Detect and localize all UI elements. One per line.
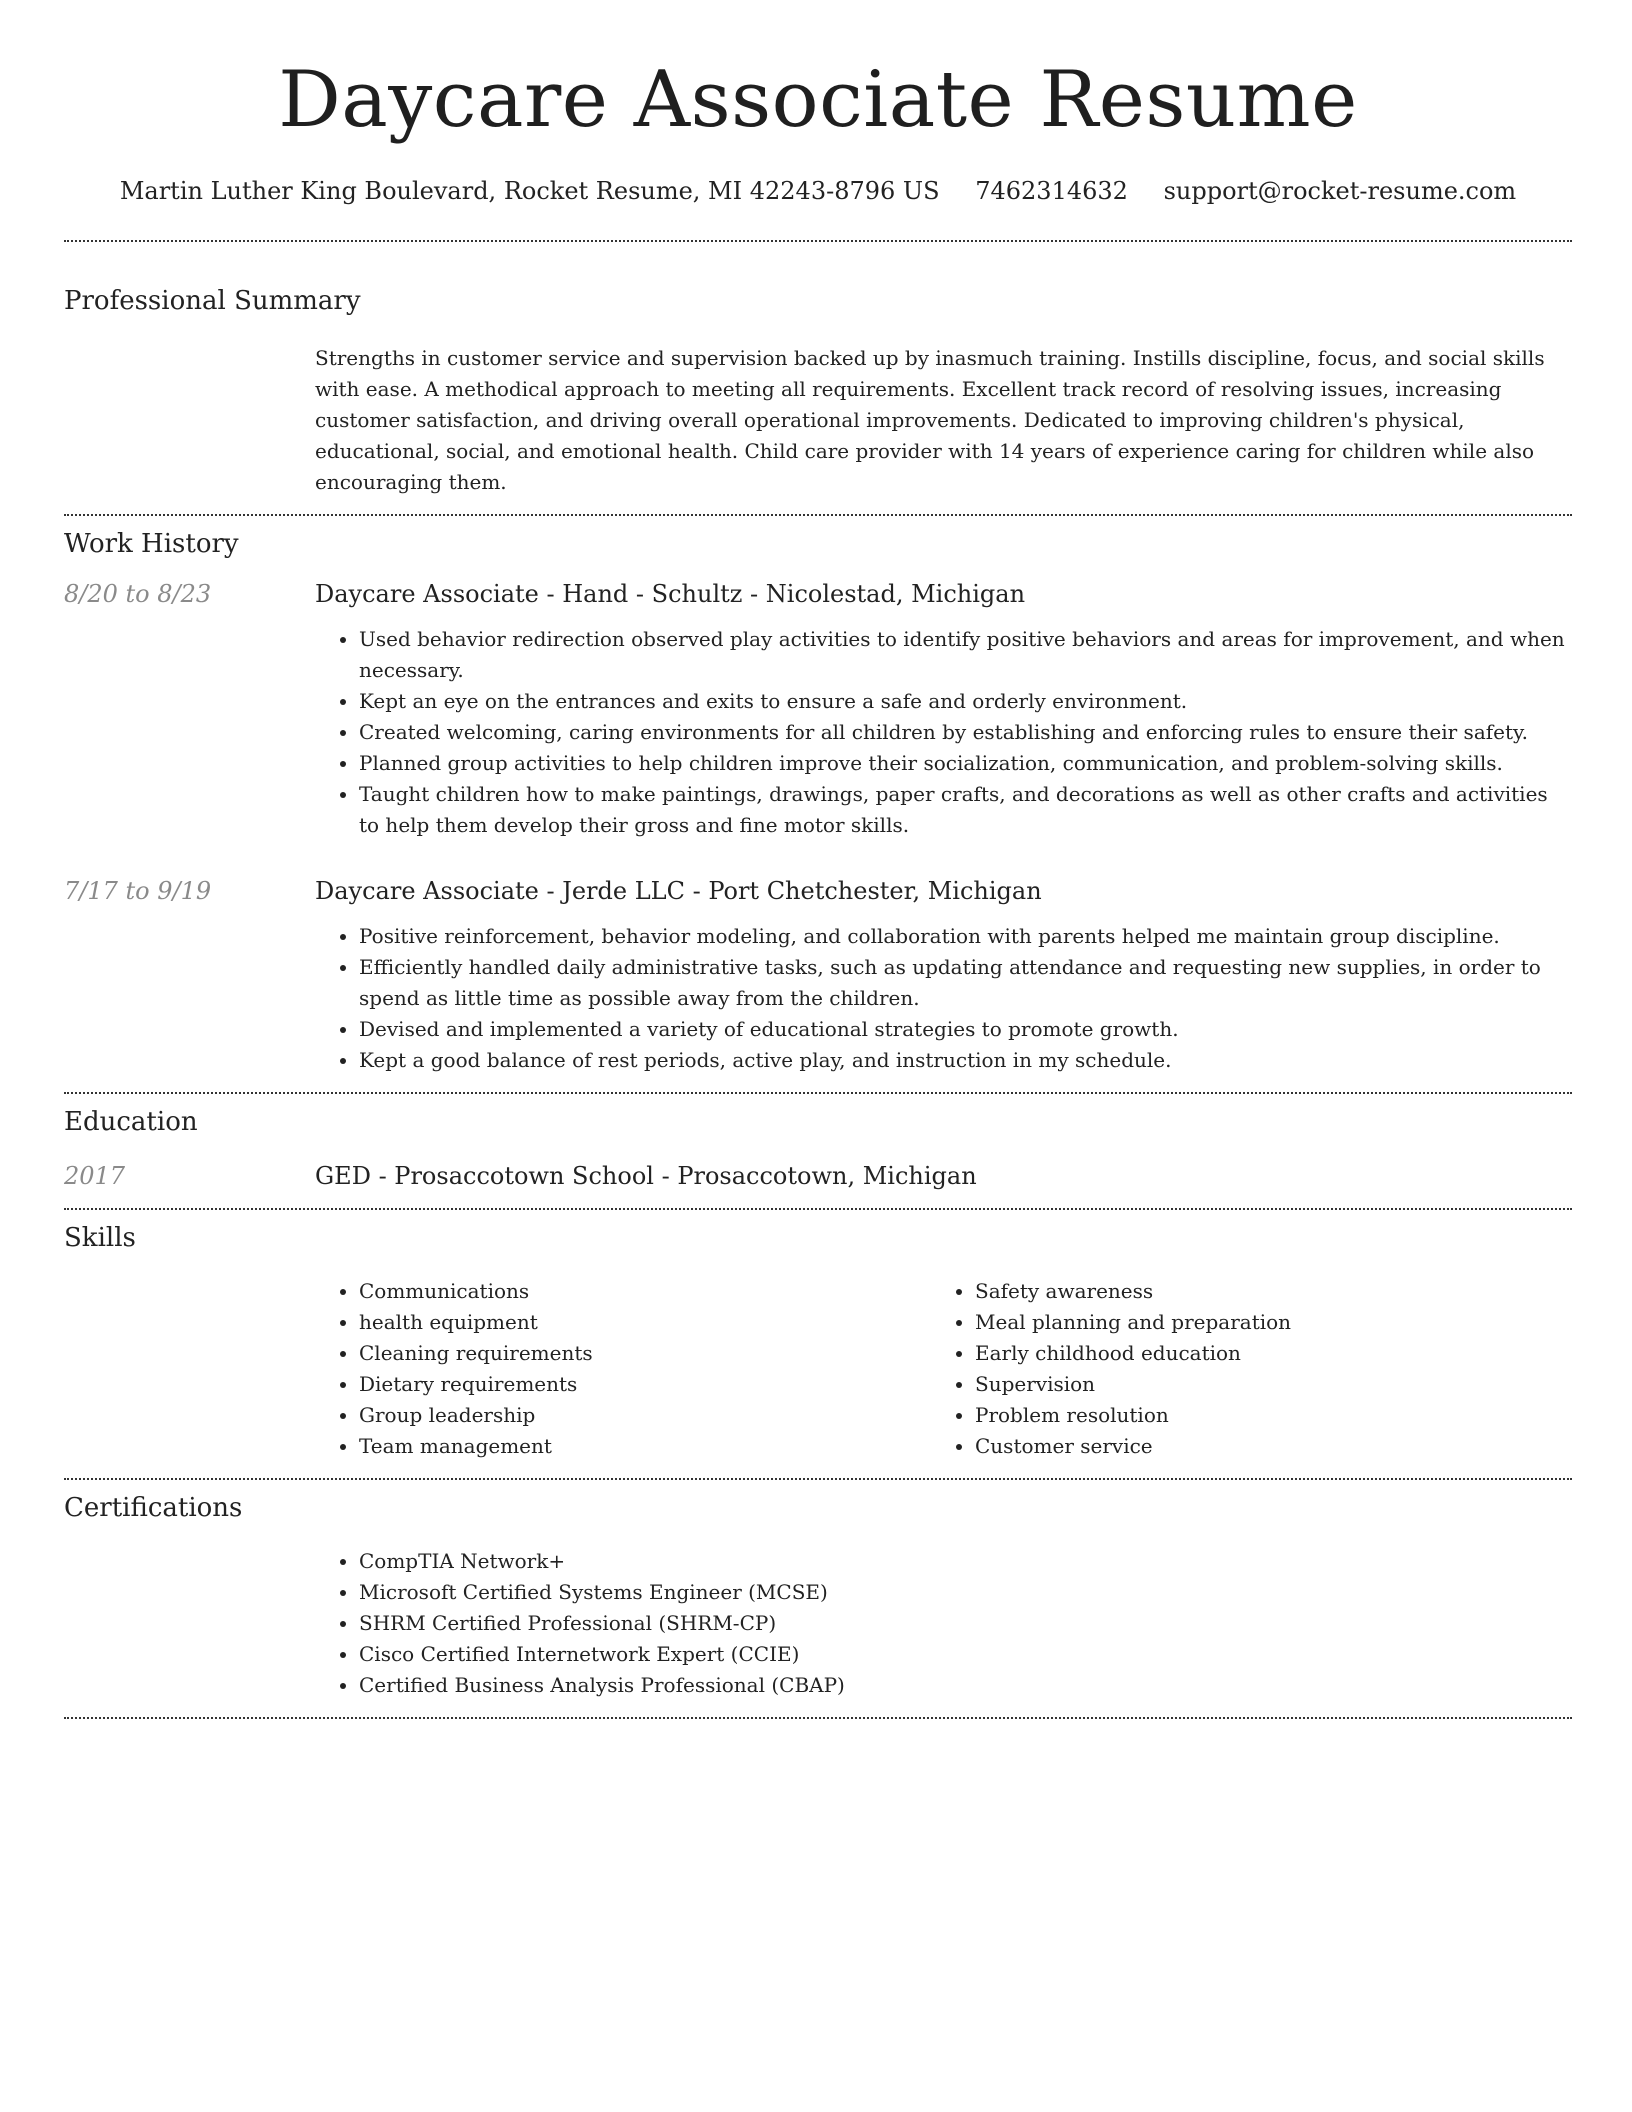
job-bullets bbox=[315, 624, 1572, 841]
certification-item: • CompTIA Network+ bbox=[359, 1546, 931, 1577]
education-entry bbox=[64, 1160, 1572, 1192]
section-title-skills: Skills bbox=[64, 1223, 136, 1253]
skills-section bbox=[64, 1210, 1572, 1462]
list-item: • Kept a good balance of rest periods, active play, and instruction in my schedule. bbox=[359, 1045, 1572, 1076]
summary-text: Strengths in customer service and supervision backed up by inasmuch training. Instills discipline, focus, and social skills with ease. A methodical approach to meeting all requirements. Excellent track record of resolving issues, increasing customer satisfaction, and driving overall operational improvements. Dedicated to improving children's physical, educational, social, and emotional health. Child care provider with 14 years of experience caring for children while also encouraging them. bbox=[315, 346, 1545, 494]
skill-item: • health equipment bbox=[359, 1307, 931, 1338]
section-title-certifications: Certifications bbox=[64, 1493, 243, 1523]
skill-item: • Early childhood education bbox=[975, 1338, 1567, 1369]
job-bullets bbox=[315, 921, 1572, 1076]
list-item: • Used behavior redirection observed play activities to identify positive behaviors and areas for improvement, and when necessary. bbox=[359, 624, 1572, 686]
job-entry bbox=[64, 578, 1572, 841]
resume-page bbox=[64, 0, 1572, 1719]
certification-item: • Microsoft Certified Systems Engineer (MCSE) bbox=[359, 1577, 931, 1608]
contact-address: Martin Luther King Boulevard, Rocket Resume, MI 42243-8796 US bbox=[119, 177, 940, 205]
list-item: • Taught children how to make paintings, drawings, paper crafts, and decorations as well as other crafts and activities to help them develop their gross and fine motor skills. bbox=[359, 779, 1572, 841]
certification-item: • SHRM Certified Professional (SHRM-CP) bbox=[359, 1608, 931, 1639]
education-section bbox=[64, 1094, 1572, 1192]
skill-item: • Meal planning and preparation bbox=[975, 1307, 1567, 1338]
skill-item: • Group leadership bbox=[359, 1400, 931, 1431]
list-item: • Efficiently handled daily administrative tasks, such as updating attendance and requesting new supplies, in order to spend as little time as possible away from the children. bbox=[359, 952, 1572, 1014]
education-date: 2017 bbox=[64, 1162, 126, 1190]
job-dates: 7/17 to 9/19 bbox=[64, 877, 212, 905]
contact-phone: 7462314632 bbox=[975, 177, 1128, 205]
certifications-list bbox=[315, 1546, 931, 1701]
skill-item: • Dietary requirements bbox=[359, 1369, 931, 1400]
summary-section bbox=[64, 285, 1572, 498]
certification-item: • Cisco Certified Internetwork Expert (CCIE) bbox=[359, 1639, 931, 1670]
skill-item: • Cleaning requirements bbox=[359, 1338, 931, 1369]
certification-item: • Certified Business Analysis Professional (CBAP) bbox=[359, 1670, 931, 1701]
job-heading: Daycare Associate - Hand - Schultz - Nicolestad, Michigan bbox=[315, 580, 1026, 608]
skills-list-right bbox=[931, 1276, 1567, 1462]
skill-item: • Team management bbox=[359, 1431, 931, 1462]
skill-item: • Communications bbox=[359, 1276, 931, 1307]
contact-email: support@rocket-resume.com bbox=[1163, 177, 1517, 205]
skills-columns bbox=[315, 1276, 1572, 1462]
list-item: • Devised and implemented a variety of educational strategies to promote growth. bbox=[359, 1014, 1572, 1045]
job-entry bbox=[64, 875, 1572, 1076]
section-title-work-history: Work History bbox=[64, 529, 239, 559]
skill-item: • Safety awareness bbox=[975, 1276, 1567, 1307]
certifications-column bbox=[315, 1546, 1572, 1701]
list-item: • Planned group activities to help children improve their socialization, communication, and problem-solving skills. bbox=[359, 748, 1572, 779]
resume-title: Daycare Associate Resume bbox=[278, 55, 1358, 145]
contact-line bbox=[64, 176, 1572, 206]
job-dates: 8/20 to 8/23 bbox=[64, 580, 212, 608]
list-item: • Positive reinforcement, behavior modeling, and collaboration with parents helped me maintain group discipline. bbox=[359, 921, 1572, 952]
skill-item: • Problem resolution bbox=[975, 1400, 1567, 1431]
section-title-education: Education bbox=[64, 1107, 198, 1137]
list-item: • Created welcoming, caring environments for all children by establishing and enforcing rules to ensure their safety. bbox=[359, 717, 1572, 748]
skill-item: • Supervision bbox=[975, 1369, 1567, 1400]
education-heading: GED - Prosaccotown School - Prosaccotown, Michigan bbox=[315, 1162, 977, 1190]
list-item: • Kept an eye on the entrances and exits to ensure a safe and orderly environment. bbox=[359, 686, 1572, 717]
job-heading: Daycare Associate - Jerde LLC - Port Chetchester, Michigan bbox=[315, 877, 1042, 905]
certifications-section bbox=[64, 1480, 1572, 1701]
skills-list-left bbox=[315, 1276, 931, 1462]
skill-item: • Customer service bbox=[975, 1431, 1567, 1462]
work-history-section bbox=[64, 516, 1572, 1076]
section-title-summary: Professional Summary bbox=[64, 286, 361, 316]
divider bbox=[64, 1717, 1572, 1719]
divider bbox=[64, 240, 1572, 242]
